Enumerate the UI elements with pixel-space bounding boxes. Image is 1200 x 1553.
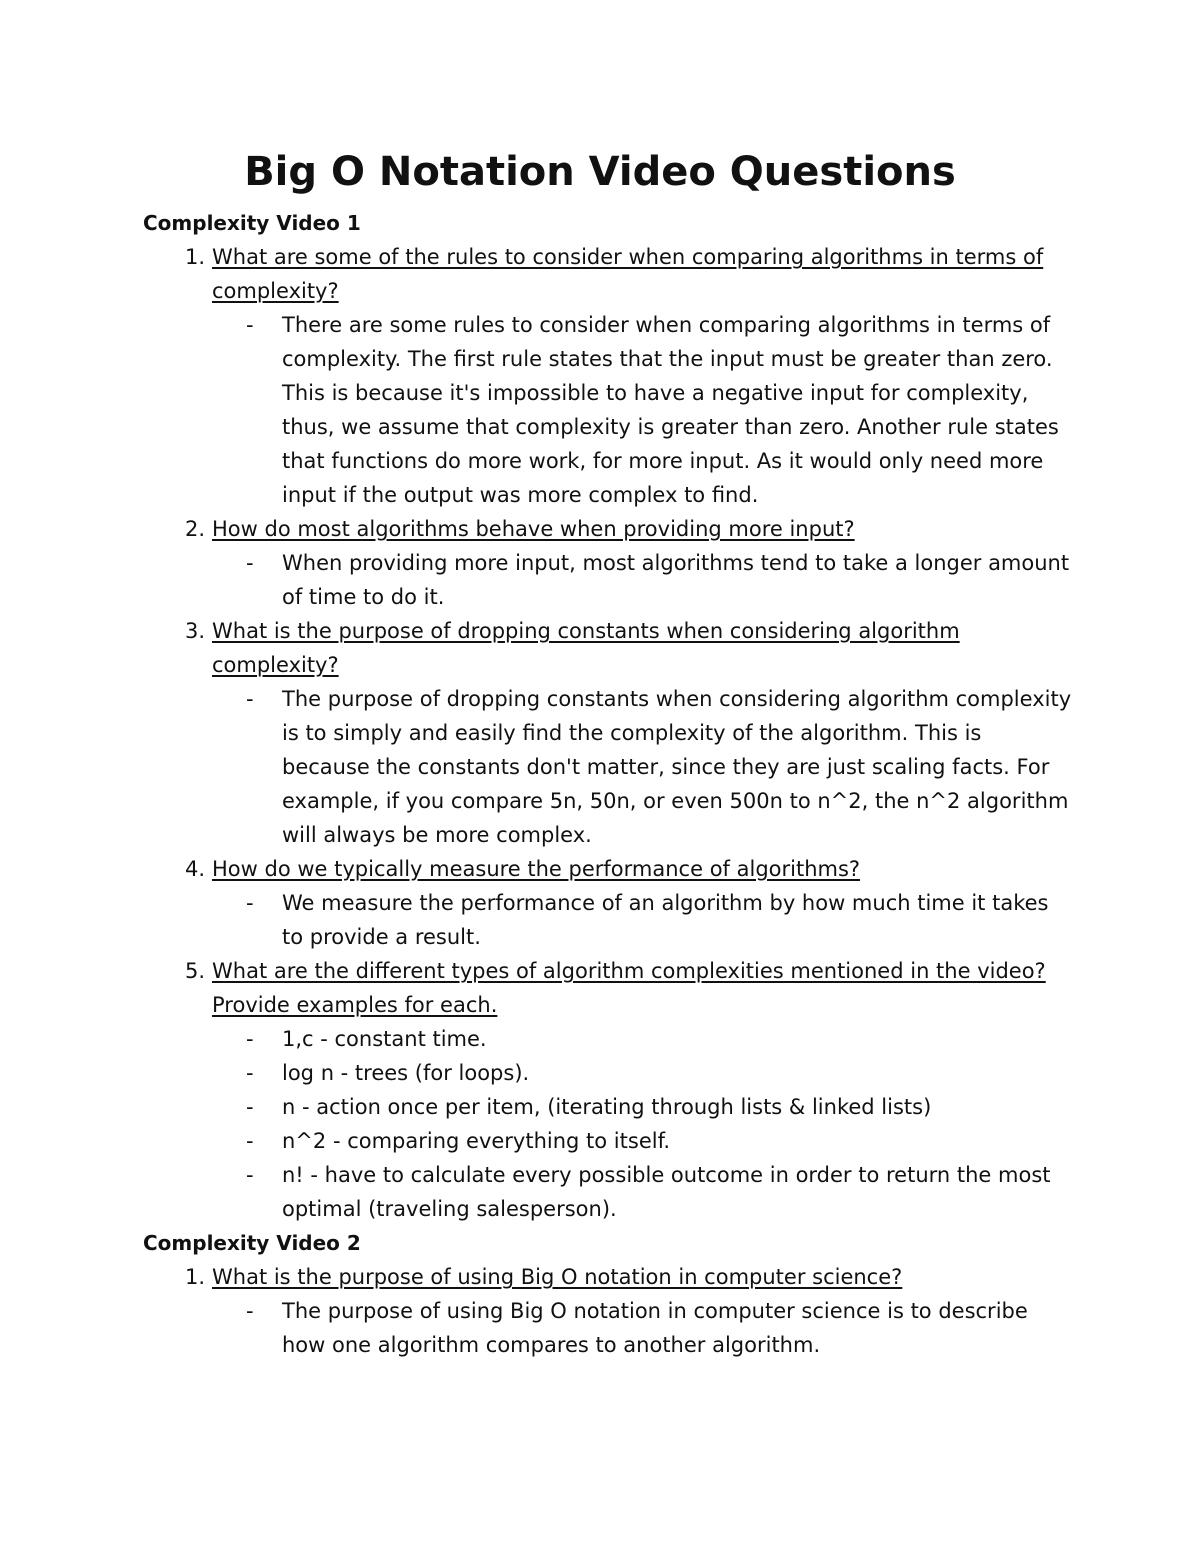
section-complexity-video-1 xyxy=(143,206,1073,1226)
answer-text: n - action once per item, (iterating through lists & linked lists) xyxy=(282,1095,932,1119)
answer-text: There are some rules to consider when comparing algorithms in terms of complexity. The first rule states that the input must be greater than zero. This is because it's impossible to have a negative input for complexity, thus, we assume that complexity is greater than zero. Another rule states that functions do more work, for more input. As it would only need more input if the output was more complex to find. xyxy=(282,313,1059,507)
answer-item xyxy=(143,682,1073,852)
answer-text: The purpose of dropping constants when considering algorithm complexity is to simply and easily find the complexity of the algorithm. This is because the constants don't matter, since they are just scaling facts. For example, if you compare 5n, 50n, or even 500n to n^2, the n^2 algorithm will always be more complex. xyxy=(282,687,1072,847)
section-heading: Complexity Video 1 xyxy=(143,211,361,235)
question-number: 5. xyxy=(184,959,205,983)
bullet-dash-icon: - xyxy=(246,1163,254,1187)
question-text: What are some of the rules to consider when comparing algorithms in terms of complexity? xyxy=(212,245,1044,303)
question-text: What is the purpose of dropping constants when considering algorithm complexity? xyxy=(212,619,960,677)
question-text: How do most algorithms behave when providing more input? xyxy=(212,517,855,541)
question-item xyxy=(143,954,1073,1022)
bullet-dash-icon: - xyxy=(246,1095,254,1119)
question-item xyxy=(143,614,1073,682)
bullet-dash-icon: - xyxy=(246,1299,254,1323)
document-body xyxy=(143,206,1073,1362)
question-item xyxy=(143,240,1073,308)
bullet-dash-icon: - xyxy=(246,1061,254,1085)
question-text: How do we typically measure the performance of algorithms? xyxy=(212,857,861,881)
bullet-dash-icon: - xyxy=(246,551,254,575)
bullet-dash-icon: - xyxy=(246,891,254,915)
answer-text: 1,c - constant time. xyxy=(282,1027,487,1051)
answer-item xyxy=(143,1022,1073,1056)
answer-text: We measure the performance of an algorithm by how much time it takes to provide a result. xyxy=(282,891,1049,949)
answer-item xyxy=(143,1124,1073,1158)
answer-text: n^2 - comparing everything to itself. xyxy=(282,1129,671,1153)
answer-text: The purpose of using Big O notation in computer science is to describe how one algorithm compares to another algorithm. xyxy=(282,1299,1028,1357)
answer-item xyxy=(143,1056,1073,1090)
question-item xyxy=(143,1260,1073,1294)
answer-text: n! - have to calculate every possible outcome in order to return the most optimal (traveling salesperson). xyxy=(282,1163,1051,1221)
section-complexity-video-2 xyxy=(143,1226,1073,1362)
answer-item xyxy=(143,1158,1073,1226)
answer-item xyxy=(143,1294,1073,1362)
bullet-dash-icon: - xyxy=(246,1027,254,1051)
question-item xyxy=(143,512,1073,546)
question-number: 3. xyxy=(184,619,205,643)
answer-text: When providing more input, most algorithms tend to take a longer amount of time to do it. xyxy=(282,551,1070,609)
answer-item xyxy=(143,546,1073,614)
question-text: What are the different types of algorithm complexities mentioned in the video? Provide examples for each. xyxy=(212,959,1046,1017)
question-number: 2. xyxy=(184,517,205,541)
answer-item xyxy=(143,886,1073,954)
question-number: 4. xyxy=(184,857,205,881)
bullet-dash-icon: - xyxy=(246,1129,254,1153)
answer-text: log n - trees (for loops). xyxy=(282,1061,530,1085)
question-number: 1. xyxy=(184,1265,205,1289)
section-heading: Complexity Video 2 xyxy=(143,1231,361,1255)
bullet-dash-icon: - xyxy=(246,687,254,711)
answer-item xyxy=(143,308,1073,512)
bullet-dash-icon: - xyxy=(246,313,254,337)
question-number: 1. xyxy=(184,245,205,269)
document-title: Big O Notation Video Questions xyxy=(244,149,956,195)
answer-item xyxy=(143,1090,1073,1124)
question-text: What is the purpose of using Big O notation in computer science? xyxy=(212,1265,903,1289)
question-item xyxy=(143,852,1073,886)
